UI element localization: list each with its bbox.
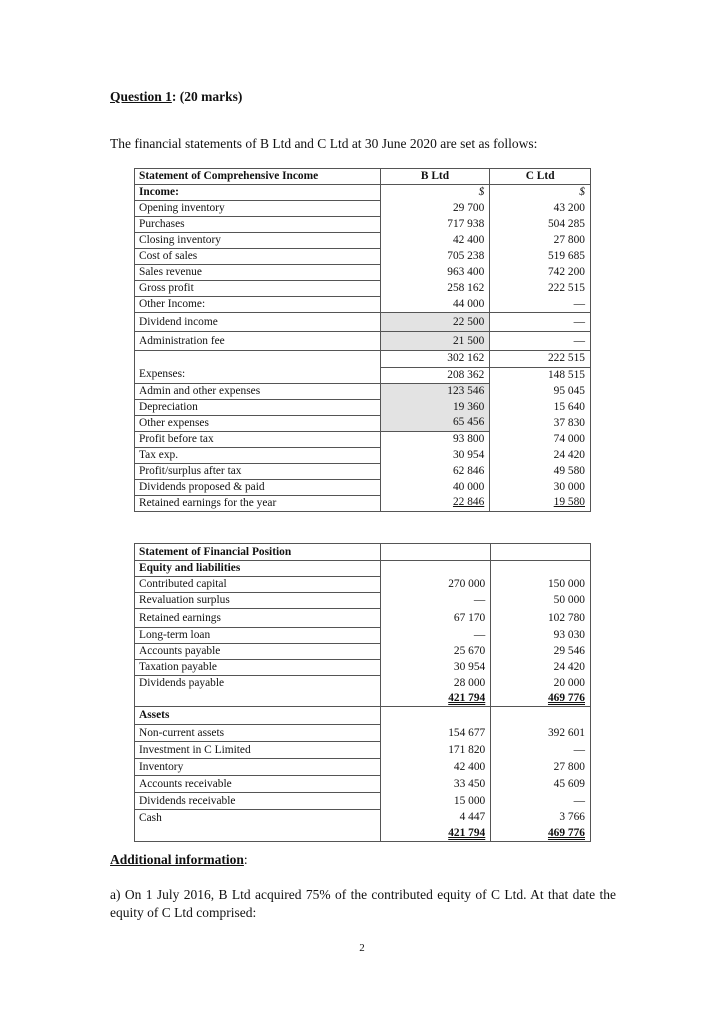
b-value: 28 000 — [380, 676, 491, 692]
table-row — [135, 185, 591, 201]
c-value: — — [490, 332, 591, 351]
c-value — [490, 495, 591, 511]
c-value: — — [490, 313, 591, 332]
b-value: 30 954 — [380, 660, 491, 676]
asset-total-label — [135, 826, 381, 842]
row-label: Profit before tax — [135, 431, 381, 447]
c-asset-total — [491, 826, 591, 842]
c-value: 30 000 — [490, 479, 591, 495]
c-value: — — [491, 742, 591, 759]
c-value: 20 000 — [491, 676, 591, 692]
row-label: Retained earnings for the year — [135, 495, 381, 511]
b-value: — — [380, 593, 491, 609]
c-value: 43 200 — [490, 201, 591, 217]
row-label: Accounts payable — [135, 644, 381, 660]
table-row — [135, 609, 591, 628]
b-value: 62 846 — [380, 463, 490, 479]
table-row — [135, 332, 591, 351]
table-row — [135, 431, 591, 447]
row-label: Dividend income — [135, 313, 381, 332]
b-value: 171 820 — [380, 742, 491, 759]
b-value: 67 170 — [380, 609, 491, 628]
c-value: 222 515 — [490, 281, 591, 297]
c-value: 24 420 — [491, 660, 591, 676]
table-row — [135, 415, 591, 431]
row-label: Dividends proposed & paid — [135, 479, 381, 495]
row-label: Tax exp. — [135, 447, 381, 463]
c-value: 45 609 — [491, 776, 591, 793]
b-value: 30 954 — [380, 447, 490, 463]
row-label: Depreciation — [135, 399, 381, 415]
c-value: 27 800 — [490, 233, 591, 249]
b-value: — — [380, 628, 491, 644]
table-row — [135, 628, 591, 644]
row-label — [135, 351, 381, 368]
row-label: Administration fee — [135, 332, 381, 351]
b-value: 33 450 — [380, 776, 491, 793]
c-value: 3 766 — [491, 810, 591, 827]
b-equity-total-text: 421 794 — [448, 692, 486, 704]
b-value — [380, 495, 490, 511]
table-row — [135, 367, 591, 383]
b-value: 42 400 — [380, 233, 490, 249]
c-value: 37 830 — [490, 415, 591, 431]
c-value: 15 640 — [490, 399, 591, 415]
question-heading — [110, 89, 242, 105]
table-row — [135, 707, 591, 725]
b-blank — [380, 561, 491, 577]
table-row — [135, 561, 591, 577]
table-row — [135, 660, 591, 676]
c-blank — [491, 561, 591, 577]
additional-information-heading — [110, 852, 248, 868]
b-value: 302 162 — [380, 351, 490, 368]
paragraph-a: a) On 1 July 2016, B Ltd acquired 75% of the contributed equity of C Ltd. At that date the equity of C Ltd comprised: — [110, 887, 616, 920]
additional-information-suffix: : — [243, 852, 248, 867]
table-row — [135, 265, 591, 281]
b-value: 258 162 — [380, 281, 490, 297]
row-label: Opening inventory — [135, 201, 381, 217]
row-label: Non-current assets — [135, 725, 381, 742]
sfp-col-b-blank — [380, 544, 491, 561]
c-equity-total — [491, 691, 591, 707]
b-value: 4 447 — [380, 810, 491, 827]
c-equity-total-text: 469 776 — [547, 692, 585, 704]
financial-position-table — [134, 543, 591, 842]
row-label: Gross profit — [135, 281, 381, 297]
c-value: 93 030 — [491, 628, 591, 644]
b-value: 19 360 — [380, 399, 490, 415]
table-row — [135, 201, 591, 217]
sfp-header-row — [135, 544, 591, 561]
page-number: 2 — [359, 942, 365, 954]
row-label: Dividends payable — [135, 676, 381, 692]
row-label: Expenses: — [135, 367, 381, 383]
c-value: 392 601 — [491, 725, 591, 742]
c-value: 95 045 — [490, 383, 591, 399]
b-value: 15 000 — [380, 793, 491, 810]
table-row — [135, 313, 591, 332]
c-value: 150 000 — [491, 577, 591, 593]
row-label: Taxation payable — [135, 660, 381, 676]
sci-title: Statement of Comprehensive Income — [135, 169, 381, 185]
sci-header-row — [135, 169, 591, 185]
b-value: 25 670 — [380, 644, 491, 660]
table-row — [135, 233, 591, 249]
row-label: Dividends receivable — [135, 793, 381, 810]
intro-text: The financial statements of B Ltd and C Ltd at 30 June 2020 are set as follows: — [110, 136, 538, 151]
comprehensive-income-table — [134, 168, 591, 512]
row-label: Admin and other expenses — [135, 383, 381, 399]
additional-information-title: Additional information — [110, 852, 244, 867]
table-row — [135, 577, 591, 593]
b-value: $ — [380, 185, 490, 201]
c-value: 504 285 — [490, 217, 591, 233]
table-row — [135, 793, 591, 810]
row-label: Long-term loan — [135, 628, 381, 644]
b-value-text: 22 846 — [452, 496, 485, 509]
table-row — [135, 495, 591, 511]
row-label: Retained earnings — [135, 609, 381, 628]
row-label: Cost of sales — [135, 249, 381, 265]
b-value: 963 400 — [380, 265, 490, 281]
table-row — [135, 644, 591, 660]
row-label: Inventory — [135, 759, 381, 776]
b-asset-total — [380, 826, 491, 842]
question-label: Question 1 — [110, 89, 172, 104]
c-value: $ — [490, 185, 591, 201]
sci-col-c: C Ltd — [490, 169, 591, 185]
row-label: Other Income: — [135, 297, 381, 313]
b-blank — [380, 707, 491, 725]
c-value: 29 546 — [491, 644, 591, 660]
sci-col-b: B Ltd — [380, 169, 490, 185]
table-row — [135, 399, 591, 415]
row-label: Revaluation surplus — [135, 593, 381, 609]
b-value: 717 938 — [380, 217, 490, 233]
table-row — [135, 281, 591, 297]
equity-header: Equity and liabilities — [135, 561, 381, 577]
c-value: 74 000 — [490, 431, 591, 447]
table-row — [135, 593, 591, 609]
sfp-col-c-blank — [491, 544, 591, 561]
b-value: 21 500 — [380, 332, 490, 351]
table-row — [135, 383, 591, 399]
b-equity-total — [380, 691, 491, 707]
table-row — [135, 826, 591, 842]
c-value-text: 19 580 — [553, 496, 585, 509]
b-value: 705 238 — [380, 249, 490, 265]
table-row — [135, 776, 591, 793]
c-blank — [491, 707, 591, 725]
c-value: 742 200 — [490, 265, 591, 281]
b-value: 29 700 — [380, 201, 490, 217]
equity-total-label — [135, 691, 381, 707]
table-row — [135, 297, 591, 313]
c-value: 50 000 — [491, 593, 591, 609]
c-value: 27 800 — [491, 759, 591, 776]
c-value: 24 420 — [490, 447, 591, 463]
row-label: Other expenses — [135, 415, 381, 431]
row-label: Closing inventory — [135, 233, 381, 249]
row-label: Purchases — [135, 217, 381, 233]
b-asset-total-text: 421 794 — [448, 827, 486, 839]
table-row — [135, 249, 591, 265]
table-row — [135, 759, 591, 776]
assets-header: Assets — [135, 707, 381, 725]
b-value: 42 400 — [380, 759, 491, 776]
c-value: 102 780 — [491, 609, 591, 628]
table-row — [135, 479, 591, 495]
c-value: — — [490, 297, 591, 313]
table-row — [135, 691, 591, 707]
b-value: 44 000 — [380, 297, 490, 313]
row-label: Investment in C Limited — [135, 742, 381, 759]
c-value: — — [491, 793, 591, 810]
b-value: 154 677 — [380, 725, 491, 742]
table-row — [135, 676, 591, 692]
question-marks: : (20 marks) — [171, 89, 243, 104]
table-row — [135, 742, 591, 759]
table-row — [135, 810, 591, 827]
b-value: 22 500 — [380, 313, 490, 332]
row-label: Accounts receivable — [135, 776, 381, 793]
b-value: 93 800 — [380, 431, 490, 447]
b-value: 208 362 — [380, 367, 490, 383]
b-value: 270 000 — [380, 577, 491, 593]
table-row — [135, 447, 591, 463]
row-label: Sales revenue — [135, 265, 381, 281]
table-row — [135, 217, 591, 233]
table-row — [135, 725, 591, 742]
b-value: 123 546 — [380, 383, 490, 399]
row-label: Profit/surplus after tax — [135, 463, 381, 479]
c-value: 148 515 — [490, 367, 591, 383]
row-label: Income: — [135, 185, 381, 201]
row-label: Contributed capital — [135, 577, 381, 593]
row-label: Cash — [135, 810, 381, 827]
b-value: 65 456 — [380, 415, 490, 431]
c-value: 222 515 — [490, 351, 591, 368]
c-asset-total-text: 469 776 — [547, 827, 585, 839]
table-row — [135, 351, 591, 368]
sfp-title: Statement of Financial Position — [135, 544, 381, 561]
table-row — [135, 463, 591, 479]
c-value: 519 685 — [490, 249, 591, 265]
c-value: 49 580 — [490, 463, 591, 479]
b-value: 40 000 — [380, 479, 490, 495]
